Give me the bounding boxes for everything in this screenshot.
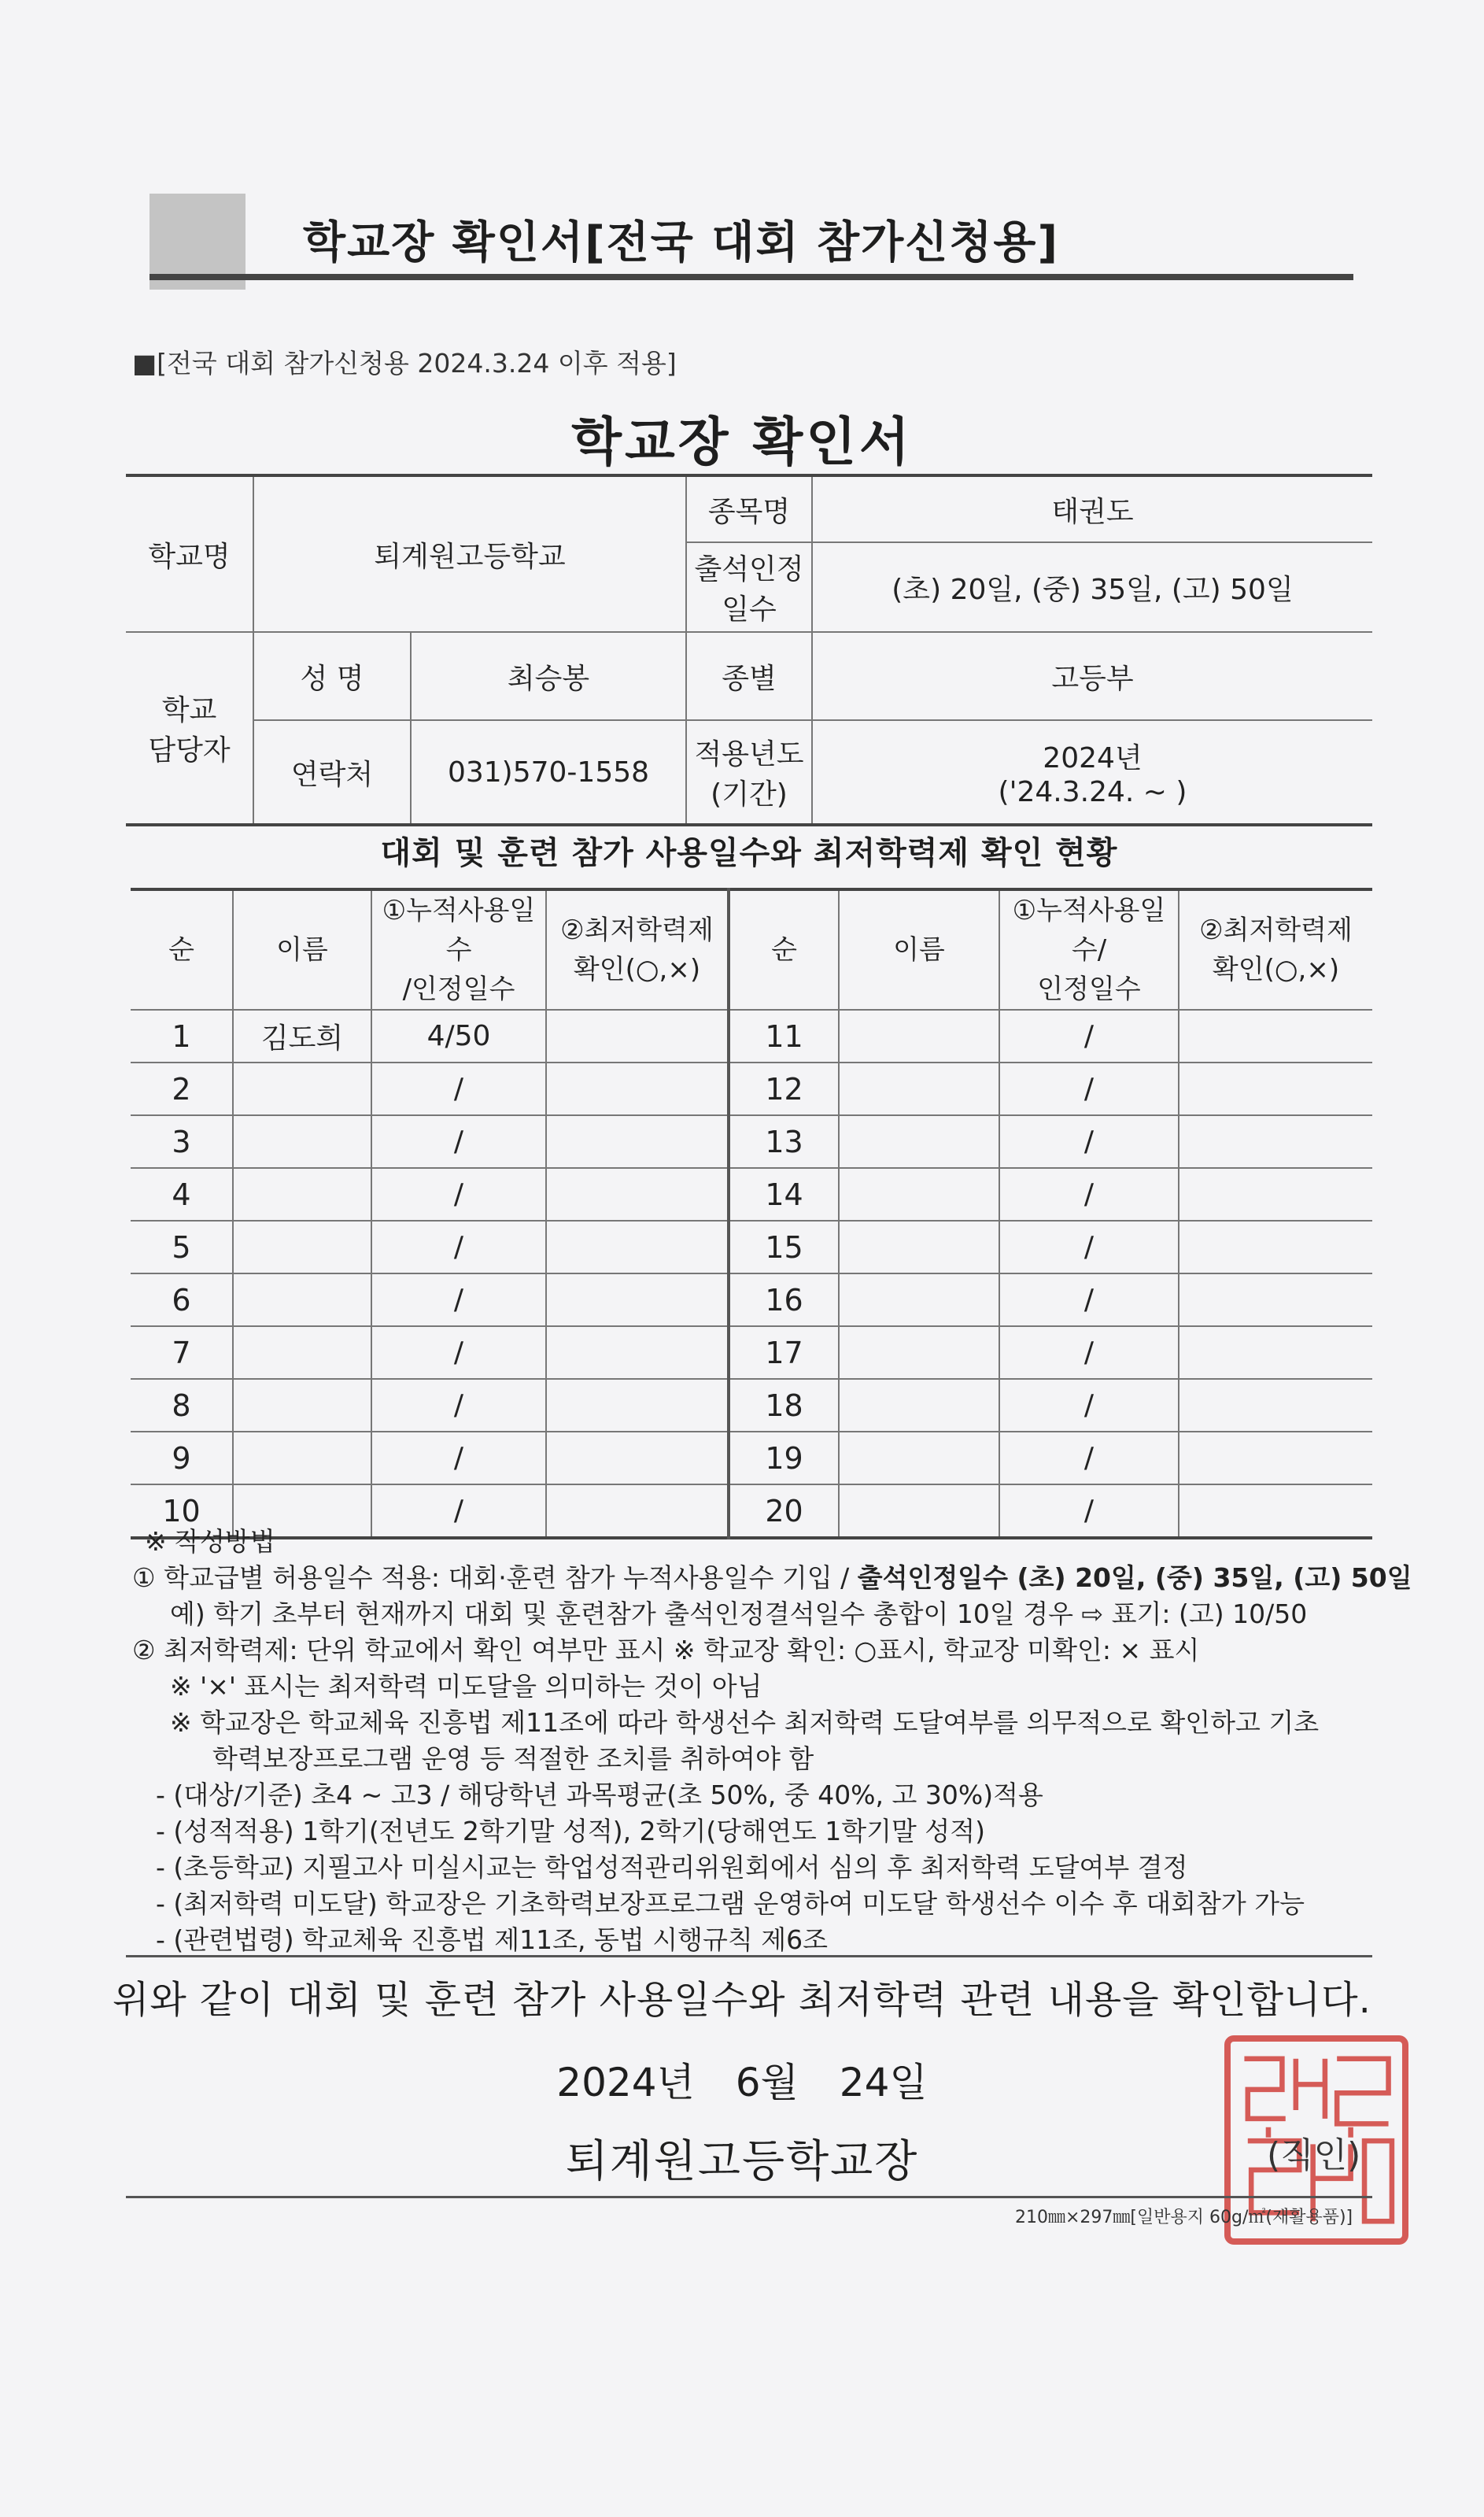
row-days: / <box>999 1063 1179 1115</box>
row-check <box>546 1432 729 1484</box>
date-year: 2024년 <box>556 2060 695 2105</box>
date-day: 24일 <box>839 2060 928 2105</box>
table-row <box>131 1326 1372 1379</box>
school-name-label: 학교명 <box>126 475 253 632</box>
row-no: 1 <box>131 1010 233 1063</box>
attendance-label <box>686 542 812 632</box>
row-name <box>839 1010 999 1063</box>
row-name <box>233 1221 371 1273</box>
row-no: 16 <box>729 1273 839 1326</box>
detail-3: - (초등학교) 지필고사 미실시교는 학업성적관리위원회에서 심의 후 최저학력 도달여부 결정 <box>156 1852 1188 1883</box>
row-name <box>233 1063 371 1115</box>
col-check-left-line2: 확인(○,×) <box>573 954 701 985</box>
attendance-label-line1: 출석인정 <box>694 553 804 586</box>
applicability-note: ■[전국 대회 참가신청용 2024.3.24 이후 적용] <box>132 348 677 379</box>
row-name <box>839 1432 999 1484</box>
row-check <box>1179 1326 1372 1379</box>
year-value <box>812 720 1372 825</box>
col-days-left-line1: ①누적사용일수 <box>382 895 536 966</box>
contact-value: 031)570-1558 <box>411 720 686 825</box>
year-label-line1: 적용년도 <box>694 738 804 771</box>
row-days: / <box>371 1379 546 1432</box>
table-row <box>131 1273 1372 1326</box>
col-days-right <box>999 889 1179 1010</box>
year-value-line2: ('24.3.24. ~ ) <box>998 776 1187 808</box>
table-row <box>131 1221 1372 1273</box>
participation-table <box>131 888 1372 1539</box>
note-2-b2: 학력보장프로그램 운영 등 적절한 조치를 취하여야 함 <box>212 1743 814 1774</box>
row-days: / <box>371 1168 546 1221</box>
row-no: 11 <box>729 1010 839 1063</box>
row-name <box>839 1168 999 1221</box>
row-name <box>839 1273 999 1326</box>
officer-name-value: 최승봉 <box>411 632 686 720</box>
row-days: / <box>371 1484 546 1538</box>
row-no: 3 <box>131 1115 233 1168</box>
event-value: 태권도 <box>812 475 1372 542</box>
contact-label: 연락처 <box>253 720 411 825</box>
row-no: 5 <box>131 1221 233 1273</box>
row-check <box>546 1010 729 1063</box>
seal-label: (직인) <box>1267 2135 1361 2175</box>
year-label-line2: (기간) <box>711 778 788 811</box>
row-days: / <box>999 1115 1179 1168</box>
col-no-right: 순 <box>729 889 839 1010</box>
row-days: / <box>999 1484 1179 1538</box>
row-check <box>546 1379 729 1432</box>
col-check-right-line2: 확인(○,×) <box>1212 954 1340 985</box>
paper-spec-footnote: 210㎜×297㎜[일반용지 60g/㎡(재활용품)] <box>1015 2208 1353 2227</box>
row-check <box>1179 1432 1372 1484</box>
row-days: / <box>999 1432 1179 1484</box>
note-2-a: ※ '×' 표시는 최저학력 미도달을 의미하는 것이 아님 <box>170 1671 762 1702</box>
row-days: / <box>999 1326 1179 1379</box>
col-name-right: 이름 <box>839 889 999 1010</box>
row-check <box>546 1063 729 1115</box>
row-days: / <box>371 1432 546 1484</box>
row-no: 6 <box>131 1273 233 1326</box>
note-1-example: 예) 학기 초부터 현재까지 대회 및 훈련참가 출석인정결석일수 총합이 10일 경우 ⇨ 표기: (고) 10/50 <box>170 1599 1308 1629</box>
note-1-text: ① 학교급별 허용일수 적용: 대회·훈련 참가 누적사용일수 기입 / <box>132 1562 858 1593</box>
school-name-value: 퇴계원고등학교 <box>253 475 686 632</box>
row-no: 12 <box>729 1063 839 1115</box>
row-days: / <box>999 1010 1179 1063</box>
row-check <box>1179 1379 1372 1432</box>
notes-heading: ※ 작성방법 <box>145 1526 275 1557</box>
col-check-left <box>546 889 729 1010</box>
row-check <box>546 1115 729 1168</box>
row-name <box>839 1115 999 1168</box>
category-label: 종별 <box>686 632 812 720</box>
row-days: / <box>999 1379 1179 1432</box>
row-days: / <box>371 1273 546 1326</box>
row-no: 14 <box>729 1168 839 1221</box>
category-value: 고등부 <box>812 632 1372 720</box>
table-row <box>131 1063 1372 1115</box>
note-2-b1: ※ 학교장은 학교체육 진흥법 제11조에 따라 학생선수 최저학력 도달여부를 의무적으로 확인하고 기초 <box>170 1707 1320 1738</box>
row-no: 17 <box>729 1326 839 1379</box>
row-name <box>839 1379 999 1432</box>
name-label: 성 명 <box>253 632 411 720</box>
row-no: 4 <box>131 1168 233 1221</box>
row-days: / <box>371 1063 546 1115</box>
col-check-right <box>1179 889 1372 1010</box>
table-row <box>131 1115 1372 1168</box>
notes-divider <box>126 1955 1372 1957</box>
row-no: 20 <box>729 1484 839 1538</box>
note-1 <box>132 1560 1412 1596</box>
detail-1: - (대상/기준) 초4 ~ 고3 / 해당학년 과목평균(초 50%, 중 40%, 고 30%)적용 <box>156 1780 1043 1810</box>
row-name <box>233 1379 371 1432</box>
note-1-bold: 출석인정일수 (초) 20일, (중) 35일, (고) 50일 <box>857 1562 1412 1593</box>
row-name <box>233 1273 371 1326</box>
row-name <box>233 1326 371 1379</box>
header-title: 학교장 확인서[전국 대회 참가신청용] <box>303 217 1060 268</box>
row-check <box>1179 1010 1372 1063</box>
row-name <box>233 1168 371 1221</box>
year-label <box>686 720 812 825</box>
row-no: 13 <box>729 1115 839 1168</box>
row-days: / <box>371 1115 546 1168</box>
instructions-block <box>132 1524 1412 1958</box>
col-days-left-line2: /인정일수 <box>402 974 515 1005</box>
col-days-left <box>371 889 546 1010</box>
row-no: 2 <box>131 1063 233 1115</box>
event-label: 종목명 <box>686 475 812 542</box>
document-title: 학교장 확인서 <box>571 412 913 472</box>
attendance-label-line2: 일수 <box>722 593 777 626</box>
confirmation-statement: 위와 같이 대회 및 훈련 참가 사용일수와 최저학력 관련 내용을 확인합니다. <box>113 1978 1371 2022</box>
col-check-right-line1: ②최저학력제 <box>1199 915 1353 946</box>
col-no-left: 순 <box>131 889 233 1010</box>
col-days-right-line2: 인정일수 <box>1037 974 1141 1005</box>
bottom-divider <box>126 2196 1372 2198</box>
row-days: / <box>371 1326 546 1379</box>
officer-label-line2: 담당자 <box>148 734 231 767</box>
table-row <box>131 1379 1372 1432</box>
row-check <box>546 1273 729 1326</box>
note-2: ② 최저학력제: 단위 학교에서 확인 여부만 표시 ※ 학교장 확인: ○표시, 학교장 미확인: × 표시 <box>132 1635 1200 1665</box>
row-check <box>1179 1168 1372 1221</box>
col-days-right-line1: ①누적사용일수/ <box>1012 895 1166 966</box>
row-check <box>1179 1115 1372 1168</box>
year-value-line1: 2024년 <box>1043 742 1143 774</box>
row-days: / <box>371 1221 546 1273</box>
detail-4: - (최저학력 미도달) 학교장은 기초학력보장프로그램 운영하여 미도달 학생선수 이수 후 대회참가 가능 <box>156 1888 1305 1919</box>
date-month: 6월 <box>735 2060 799 2105</box>
row-days: 4/50 <box>371 1010 546 1063</box>
row-days: / <box>999 1168 1179 1221</box>
row-no: 9 <box>131 1432 233 1484</box>
row-check <box>1179 1273 1372 1326</box>
detail-2: - (성적적용) 1학기(전년도 2학기말 성적), 2학기(당해연도 1학기말 성적) <box>156 1816 986 1846</box>
row-name <box>839 1221 999 1273</box>
section-title: 대회 및 훈련 참가 사용일수와 최저학력제 확인 현황 <box>380 835 1118 871</box>
row-check <box>546 1326 729 1379</box>
header-rule <box>150 274 1353 280</box>
row-name: 김도희 <box>233 1010 371 1063</box>
row-no: 15 <box>729 1221 839 1273</box>
row-days: / <box>999 1221 1179 1273</box>
row-check <box>546 1168 729 1221</box>
row-no: 8 <box>131 1379 233 1432</box>
row-name <box>233 1115 371 1168</box>
col-name-left: 이름 <box>233 889 371 1010</box>
table-row <box>131 1432 1372 1484</box>
table-row <box>131 1010 1372 1063</box>
row-check <box>1179 1063 1372 1115</box>
attendance-value: (초) 20일, (중) 35일, (고) 50일 <box>812 542 1372 632</box>
row-name <box>839 1063 999 1115</box>
row-check <box>1179 1221 1372 1273</box>
detail-5: - (관련법령) 학교체육 진흥법 제11조, 동법 시행규칙 제6조 <box>156 1924 828 1955</box>
principal-title: 퇴계원고등학교장 <box>565 2136 919 2187</box>
row-name <box>839 1326 999 1379</box>
row-no: 18 <box>729 1379 839 1432</box>
row-no: 7 <box>131 1326 233 1379</box>
row-check <box>546 1221 729 1273</box>
row-name <box>233 1432 371 1484</box>
row-days: / <box>999 1273 1179 1326</box>
row-no: 19 <box>729 1432 839 1484</box>
col-check-left-line1: ②최저학력제 <box>560 915 714 946</box>
officer-label-line1: 학교 <box>161 694 217 726</box>
school-info-table <box>126 474 1372 826</box>
row-no: 10 <box>131 1484 233 1538</box>
table-row <box>131 1168 1372 1221</box>
officer-label <box>126 632 253 825</box>
